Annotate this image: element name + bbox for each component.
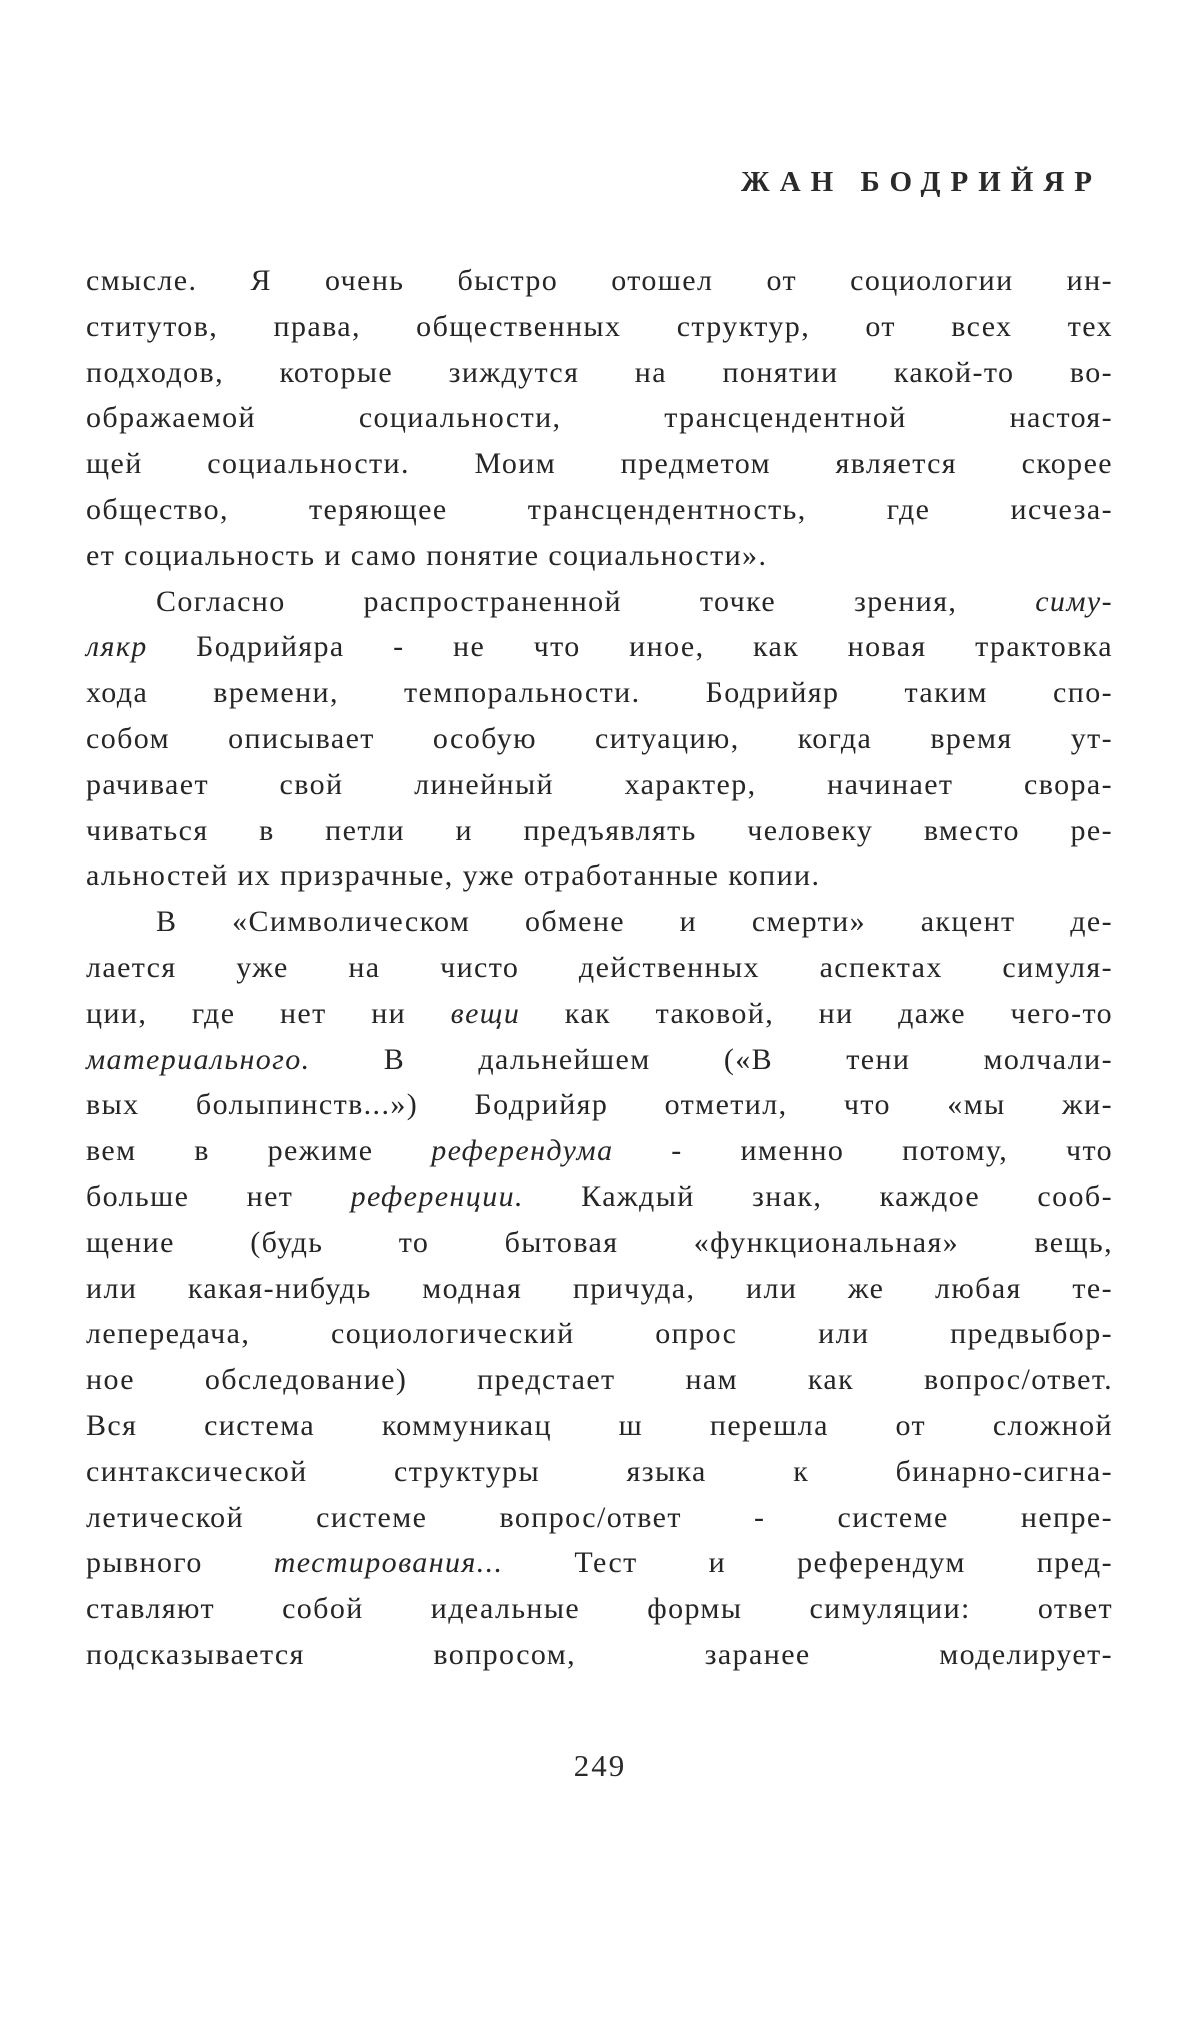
- text-line: ное обследование) предстает нам как вопрос/ответ.: [86, 1363, 1113, 1397]
- text-line: ставляют собой идеальные формы симуляции: ответ: [86, 1592, 1113, 1626]
- italic-term: материального.: [86, 1042, 311, 1076]
- text-line: лякр Бодрийяра - не что иное, как новая трактовка: [86, 630, 1113, 664]
- italic-term: лякр: [86, 630, 148, 664]
- text-line: В «Символическом обмене и смерти» акцент де-: [156, 905, 1113, 939]
- text-line: подходов, которые зиждутся на понятии какой-то во-: [86, 355, 1113, 389]
- text-line: лается уже на чисто действенных аспектах симуля-: [86, 950, 1113, 984]
- text-line: собом описывает особую ситуацию, когда время ут-: [86, 721, 1113, 755]
- text-line: ет социальность и само понятие социальности».: [86, 538, 768, 572]
- text-line: лепередача, социологический опрос или предвыбор-: [86, 1317, 1113, 1351]
- text-line: вых болыпинств...») Бодрийяр отметил, что «мы жи-: [86, 1088, 1113, 1122]
- text-line: смысле. Я очень быстро отошел от социологии ин-: [86, 264, 1113, 297]
- text-line: или какая-нибудь модная причуда, или же любая те-: [86, 1271, 1113, 1305]
- page-number: 249: [573, 1748, 627, 1783]
- text-line: альностей их призрачные, уже отработанные копии.: [86, 859, 821, 893]
- italic-term: симу-: [1035, 584, 1113, 618]
- text-line: щей социальности. Моим предметом является скорее: [86, 447, 1113, 481]
- italic-term: тестирования...: [273, 1546, 504, 1580]
- text-line: синтаксической структуры языка к бинарно-сигна-: [86, 1454, 1113, 1488]
- text-line: ображаемой социальности, трансцендентной настоя-: [86, 401, 1113, 435]
- text-line: вем в режиме референдума - именно потому, что: [86, 1134, 1113, 1168]
- text-line: подсказывается вопросом, заранее моделирует-: [86, 1637, 1113, 1671]
- text-line: материального. В дальнейшем («В тени молчали-: [86, 1042, 1113, 1076]
- text-line: чиваться в петли и предъявлять человеку вместо ре-: [86, 813, 1113, 847]
- text-line: щение (будь то бытовая «функциональная» вещь,: [86, 1225, 1113, 1259]
- text-line: ции, где нет ни вещи как таковой, ни даже чего-то: [86, 996, 1113, 1030]
- body-text: [86, 258, 1113, 1678]
- text-line: рачивает свой линейный характер, начинает свора-: [86, 767, 1113, 801]
- text-line: Вся система коммуникац ш перешла от сложной: [86, 1408, 1113, 1442]
- text-line: общество, теряющее трансцендентность, где исчеза-: [86, 492, 1113, 526]
- text-line: рывного тестирования... Тест и референдум пред-: [86, 1546, 1113, 1580]
- italic-term: референции.: [350, 1179, 524, 1213]
- text-line: хода времени, темпоральности. Бодрийяр таким спо-: [86, 676, 1113, 710]
- text-line: Согласно распространенной точке зрения, симу-: [156, 584, 1113, 618]
- running-header: ЖАН БОДРИЙЯР: [741, 166, 1102, 198]
- text-line: летической системе вопрос/ответ - системе непре-: [86, 1500, 1113, 1534]
- text-line: ститутов, права, общественных структур, от всех тех: [86, 309, 1113, 343]
- italic-term: референдума: [431, 1134, 614, 1168]
- italic-term: вещи: [450, 996, 521, 1030]
- text-line: больше нет референции. Каждый знак, каждое сооб-: [86, 1179, 1113, 1213]
